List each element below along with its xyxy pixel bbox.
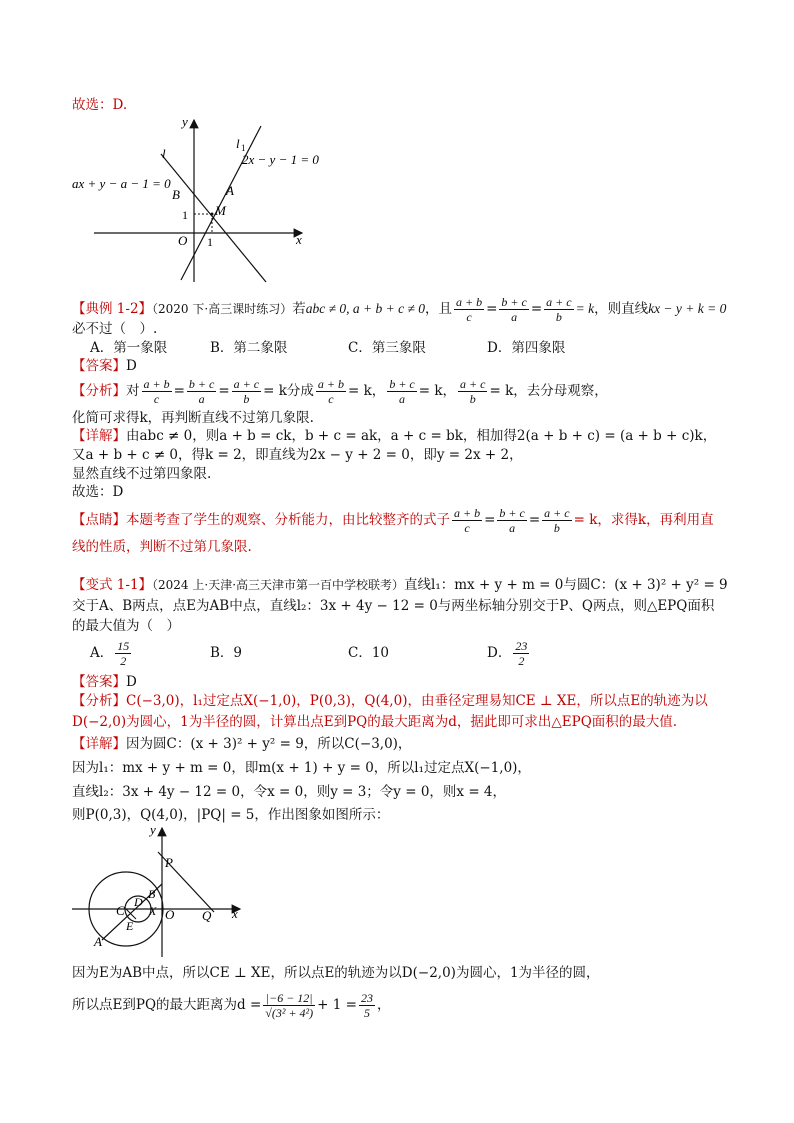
fig1-one-x: 1 — [207, 235, 213, 249]
ex12-eq-k: = k — [575, 301, 595, 316]
var11-option-c: C．10 — [348, 645, 390, 661]
fig1-l: l — [162, 146, 166, 161]
var11-detail-2: 因为l₁：mx + y + m = 0，即m(x + 1) + y = 0，所以l₁过定点X(−1,0)， — [72, 760, 531, 776]
ex12-detail-3: 显然直线不过第四象限. — [72, 466, 212, 482]
var11-analysis-2: D(−2,0)为圆心，1为半径的圆，计算出点E到PQ的最大距离为d，据此即可求出△EPQ面积的最大值. — [72, 714, 678, 730]
var11-option-d-frac: $\frac{23}{2}$ — [515, 639, 528, 668]
ex12-q-text2: ，且 — [424, 301, 452, 317]
fig1-eq-l: ax + y − a − 1 = 0 — [72, 176, 171, 191]
ex12-tag: 【典例 1-2】 — [72, 301, 153, 317]
var11-detail-4: 则P(0,3)，Q(4,0)，|PQ| = 5，作出图象如图所示： — [72, 807, 390, 823]
ex12-analysis-line2: 化简可求得k，再判断直线不过第几象限. — [72, 410, 314, 426]
ex12-cond: abc ≠ 0, a + b + c ≠ 0 — [305, 301, 425, 316]
ex12-q-text: 若 — [292, 301, 306, 317]
ex12-line-eq: kx − y + k = 0 — [648, 301, 727, 316]
ex12-answer-tag: 【答案】 — [72, 358, 126, 374]
ex12-note-1a: 本题考查了学生的观察、分析能力，由比较整齐的式子 — [126, 512, 450, 528]
ex12-frac2: $\frac{b + c}{a}$ — [501, 295, 527, 324]
var11-detail-1: 因为圆C：(x + 3)² + y² = 9，所以C(−3,0)， — [126, 736, 412, 752]
fig2-p: P — [165, 855, 173, 870]
fig2-x: x — [232, 906, 238, 921]
fig2-q: Q — [202, 908, 212, 923]
var11-source: （2024 上·天津·高三天津市第一百中学校联考） — [152, 578, 405, 592]
var11-option-a: A． — [90, 645, 114, 661]
fig1-m: M — [215, 203, 226, 218]
ex12-source: （2020 下·高三课时练习） — [152, 302, 293, 316]
ex12-detail-1: 由abc ≠ 0，则a + b = ck，b + c = ak，a + c = bk，相加得2(a + b + c) = (a + b + c)k， — [126, 428, 717, 444]
var11-analysis-1: C(−3,0)，l₁过定点X(−1,0)，P(0,3)，Q(4,0)，由垂径定理易知CE ⊥ XE，所以点E的轨迹为以 — [126, 693, 708, 709]
var11-detail-3: 直线l₂：3x + 4y − 12 = 0，令x = 0，则y = 3；令y = 0，则x = 4， — [72, 784, 507, 800]
ex12-analysis-tag: 【分析】 — [72, 383, 126, 399]
fig1-eq-l1: 2x − y − 1 = 0 — [242, 152, 319, 167]
ex12-note-2: 线的性质，判断不过第几象限. — [72, 539, 252, 555]
ex12-analysis-text: 对 — [126, 383, 140, 399]
ex12-detail-tag: 【详解】 — [72, 428, 126, 444]
fig2-y: y — [150, 822, 156, 837]
fig1-b: B — [172, 187, 180, 202]
fig2-d: D — [134, 895, 143, 909]
fig2-c: C — [116, 903, 125, 918]
ex12-option-a: A．第一象限 — [90, 340, 168, 356]
fig1-o: O — [178, 233, 188, 248]
var11-detail-6a: 所以点E到PQ的最大距离为d = — [72, 997, 262, 1013]
fig1-y: y — [182, 114, 188, 129]
var11-option-d: D． — [487, 645, 512, 661]
var11-detail-6c: ， — [376, 997, 391, 1013]
ex12-answer: D — [126, 358, 137, 374]
var11-option-b: B．9 — [210, 645, 243, 661]
line-l — [161, 154, 266, 282]
fig2-b: B — [148, 887, 156, 901]
ex12-analysis-split: = k分成 — [263, 383, 314, 399]
ex12-option-b: B．第二象限 — [210, 340, 288, 356]
var11-result-frac: $\frac{23}{5}$ — [360, 991, 373, 1020]
fig2-x-point: X — [149, 904, 157, 918]
ex12-analysis-k3: = k，去分母观察， — [489, 383, 608, 399]
var11-detail-tag: 【详解】 — [72, 736, 126, 752]
fig1-one-y: 1 — [182, 208, 188, 222]
var11-answer-tag: 【答案】 — [72, 674, 126, 690]
var11-analysis-tag: 【分析】 — [72, 693, 126, 709]
fig1-l1-sub: 1 — [241, 143, 246, 153]
var11-q1: 直线l₁：mx + y + m = 0与圆C：(x + 3)² + y² = 9 — [404, 577, 728, 593]
fig2-o: O — [165, 907, 175, 922]
ex12-frac1: $\frac{a + b}{c}$ — [455, 295, 483, 324]
fig1-a: A — [226, 183, 234, 198]
var11-distance-frac: $\frac{|-6 - 12|}{\text{√(3² + 4²)}}$ — [265, 991, 314, 1020]
ex12-analysis-k2: = k， — [418, 383, 457, 399]
fig1-l1: l — [236, 136, 240, 151]
fig2-e: E — [126, 919, 134, 933]
fig1-x: x — [296, 232, 302, 247]
ex12-note-tag: 【点睛】 — [72, 512, 126, 528]
ex12-option-d: D．第四象限 — [487, 340, 566, 356]
ex12-frac3: $\frac{a + c}{b}$ — [546, 295, 572, 324]
figure-circle-diagram — [66, 822, 256, 960]
var11-detail-5: 因为E为AB中点，所以CE ⊥ XE，所以点E的轨迹为以D(−2,0)为圆心，1为半径的圆， — [72, 965, 600, 981]
var11-q3: 的最大值为（ ） — [72, 618, 180, 634]
ex12-analysis-k1: = k， — [348, 383, 386, 399]
figure-lines-diagram — [66, 112, 346, 287]
intro-answer: 故选：D. — [72, 97, 128, 113]
ex12-note-1b: = k，求得k，再利用直 — [573, 512, 714, 528]
var11-tag: 【变式 1-1】 — [72, 577, 153, 593]
ex12-q-text3: ，则直线 — [594, 301, 649, 317]
var11-answer: D — [126, 674, 137, 690]
fig2-a: A — [94, 934, 102, 949]
var11-q2: 交于A、B两点，点E为AB中点，直线l₂：3x + 4y − 12 = 0与两坐标轴分别交于P、Q两点，则△EPQ面积 — [72, 598, 715, 614]
var11-detail-6b: + 1 = — [317, 997, 357, 1013]
point-m — [211, 213, 214, 216]
ex12-detail-2: 又a + b + c ≠ 0，得k = 2，即直线为2x − y + 2 = 0，即y = 2x + 2， — [72, 447, 523, 463]
ex12-option-c: C．第三象限 — [348, 340, 426, 356]
var11-option-a-frac: $\frac{15}{2}$ — [117, 639, 130, 668]
ex12-detail-4: 故选：D — [72, 484, 124, 500]
ex12-q2: 必不过（ ）. — [72, 321, 158, 337]
